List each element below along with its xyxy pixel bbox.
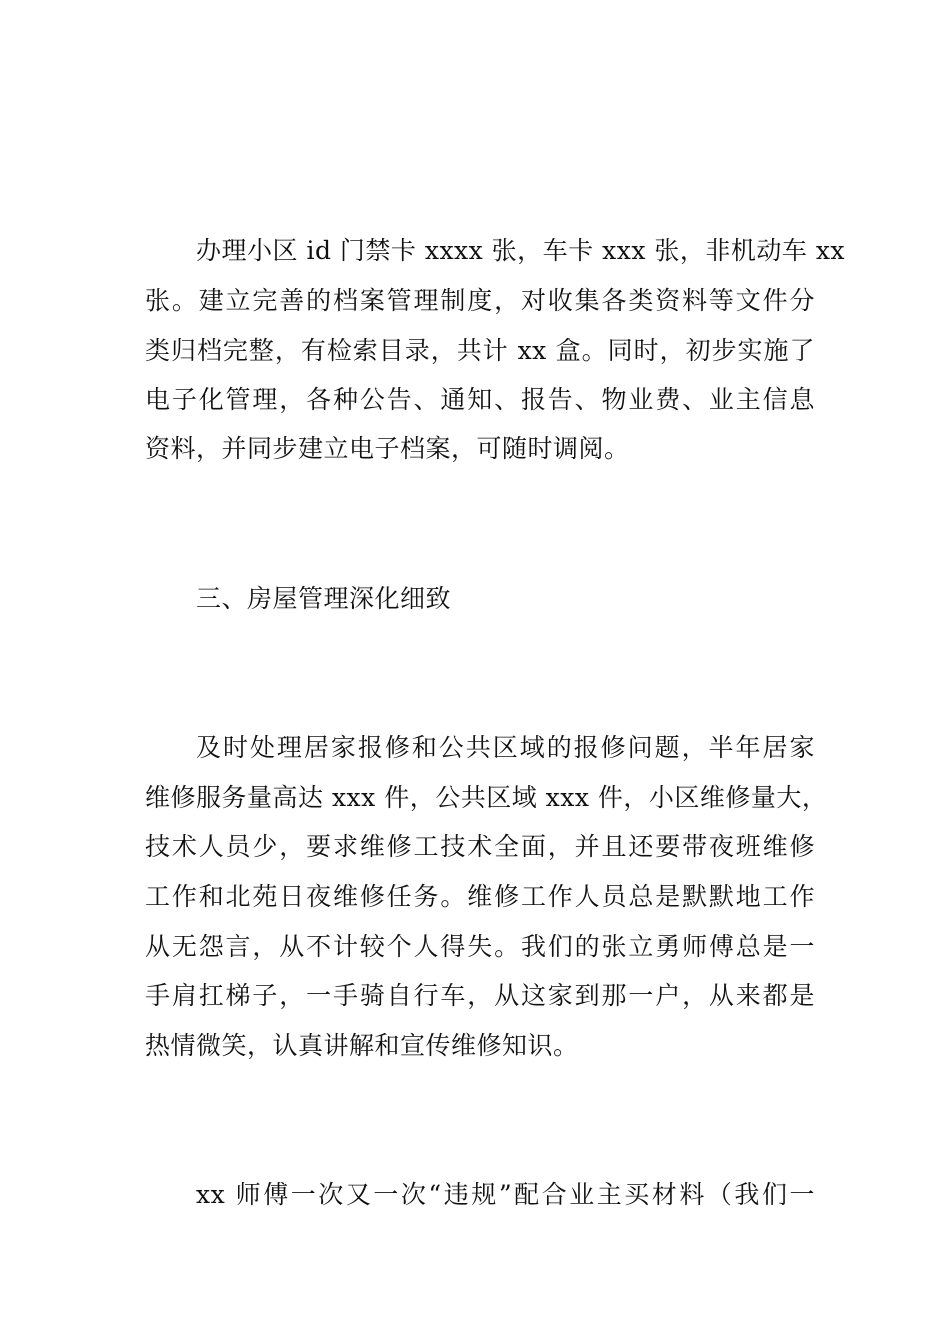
paragraph-line: 办理小区 id 门禁卡 xxxx 张，车卡 xxx 张，非机动车 xx xyxy=(196,236,846,265)
section-heading: 三、房屋管理深化细致 xyxy=(196,584,452,613)
paragraph-line: 技术人员少，要求维修工技术全面，并且还要带夜班维修 xyxy=(145,832,815,861)
paragraph-line: 类归档完整，有检索目录，共计 xx 盒。同时，初步实施了 xyxy=(145,336,815,365)
paragraph-line: 工作和北苑日夜维修任务。维修工作人员总是默默地工作 xyxy=(145,882,815,911)
paragraph-line: 及时处理居家报修和公共区域的报修问题，半年居家 xyxy=(196,733,815,762)
paragraph-line: 从无怨言，从不计较个人得失。我们的张立勇师傅总是一 xyxy=(145,932,815,961)
paragraph-line: 电子化管理，各种公告、通知、报告、物业费、业主信息 xyxy=(145,385,815,414)
paragraph-line: 张。建立完善的档案管理制度，对收集各类资料等文件分 xyxy=(145,286,815,315)
paragraph-line: 资料，并同步建立电子档案，可随时调阅。 xyxy=(145,434,630,463)
paragraph-line: xx 师傅一次又一次“违规”配合业主买材料（我们一 xyxy=(196,1180,815,1209)
paragraph-line: 热情微笑，认真讲解和宣传维修知识。 xyxy=(145,1031,579,1060)
paragraph-line: 手肩扛梯子，一手骑自行车，从这家到那一户，从来都是 xyxy=(145,981,815,1010)
paragraph-line: 维修服务量高达 xxx 件，公共区域 xxx 件，小区维修量大， xyxy=(145,783,828,812)
